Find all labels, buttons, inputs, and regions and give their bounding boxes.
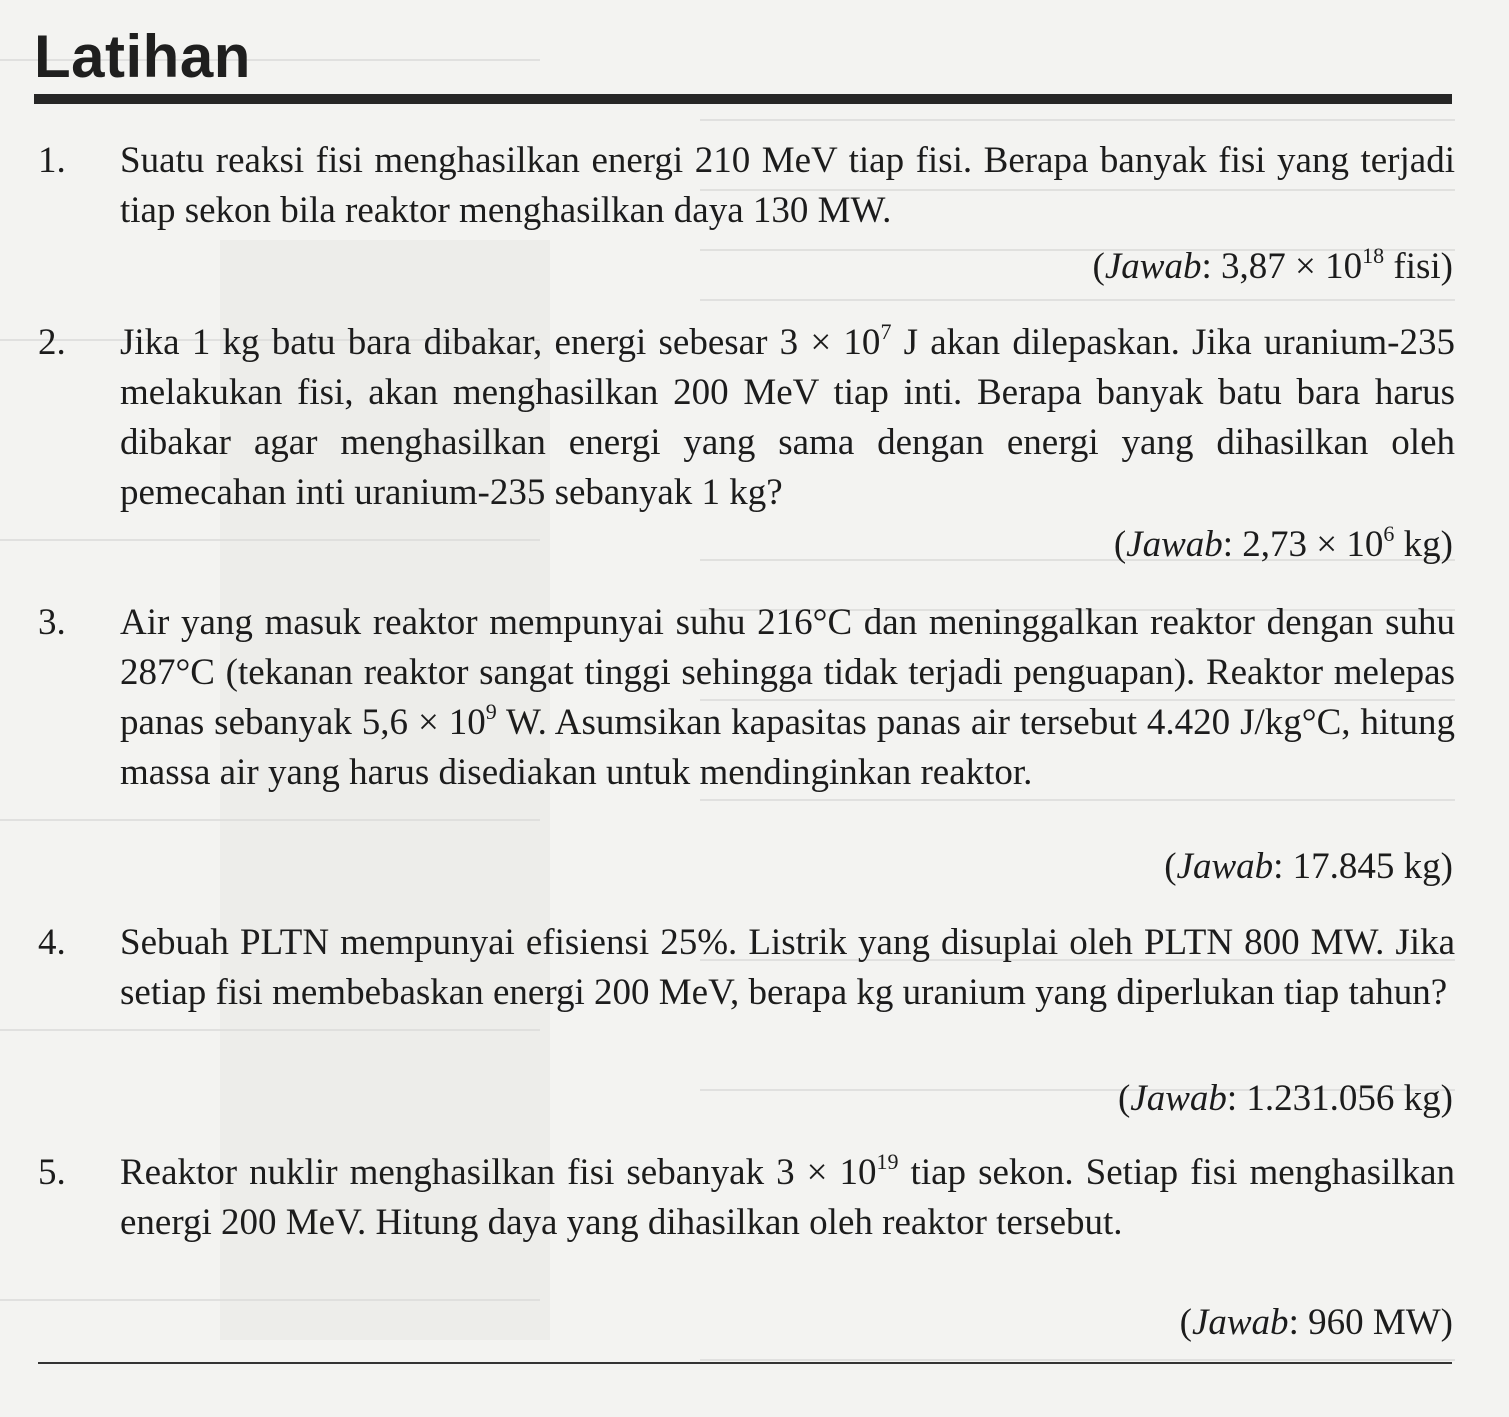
problem-number: 4. <box>38 922 66 963</box>
problem-number: 3. <box>38 602 66 643</box>
problem-text: Reaktor nuklir menghasilkan fisi sebanyak $3 \times 10^{19}$ tiap sekon. Setiap fisi menghasilkan energi 200 MeV. Hitung daya yang dihasilkan oleh reaktor tersebut. <box>120 1149 1455 1243</box>
problem-answer: (Jawab: 960 MW) <box>1179 1302 1453 1343</box>
answer-label: Jawab <box>1191 1302 1289 1343</box>
bottom-divider <box>38 1362 1452 1364</box>
answer-value: 960 MW <box>1308 1302 1441 1343</box>
answer-value: $2,73 \times 10^6$ kg <box>1242 521 1441 565</box>
answer-value: 1.231.056 kg <box>1246 1078 1441 1119</box>
answer-label: Jawab <box>1104 246 1202 287</box>
problem-text: Suatu reaksi fisi menghasilkan energi 210 MeV tiap fisi. Berapa banyak fisi yang terjadi tiap sekon bila reaktor menghasilkan daya 130 MW. <box>120 140 1455 231</box>
problem-answer: (Jawab: $3,87 \times 10^{18}$ fisi) <box>1092 243 1453 287</box>
problem-answer: (Jawab: 1.231.056 kg) <box>1117 1078 1453 1119</box>
problem-number: 2. <box>38 322 66 363</box>
answer-value: 17.845 kg <box>1292 846 1441 887</box>
problem-number: 1. <box>38 140 66 181</box>
title-divider <box>34 94 1452 104</box>
answer-label: Jawab <box>1130 1078 1227 1119</box>
problem-text: Sebuah PLTN mempunyai efisiensi 25%. Listrik yang disuplai oleh PLTN 800 MW. Jika setiap fisi membebaskan energi 200 MeV, berapa kg uranium yang diperlukan tiap tahun? <box>120 922 1455 1013</box>
answer-label: Jawab <box>1126 524 1223 565</box>
problem-number: 5. <box>38 1152 66 1193</box>
problem-answer: (Jawab: 17.845 kg) <box>1164 846 1453 887</box>
answer-label: Jawab <box>1176 846 1274 887</box>
problem-answer: (Jawab: $2,73 \times 10^6$ kg) <box>1113 521 1453 565</box>
section-title: Latihan <box>34 23 251 90</box>
problem-text: Jika 1 kg batu bara dibakar, energi sebesar $3 \times 10^7$ J akan dilepaskan. Jika uranium-235 melakukan fisi, akan menghasilkan 200 MeV tiap inti. Berapa banyak batu bara harus dibakar agar menghasilkan energi yang sama dengan energi yang dihasilkan oleh pemecahan inti uranium-235 sebanyak 1 kg? <box>120 319 1455 513</box>
answer-value: $3,87 \times 10^{18}$ fisi <box>1221 243 1441 287</box>
problem-text: Air yang masuk reaktor mempunyai suhu 216°C dan meninggalkan reaktor dengan suhu 287°C (tekanan reaktor sangat tinggi sehingga tidak terjadi penguapan). Reaktor melepas panas sebanyak $5,6 \times 10^9$ W. Asumsikan kapasitas panas air tersebut 4.420 J/kg°C, hitung massa air yang harus disediakan untuk mendinginkan reaktor. <box>120 602 1456 793</box>
